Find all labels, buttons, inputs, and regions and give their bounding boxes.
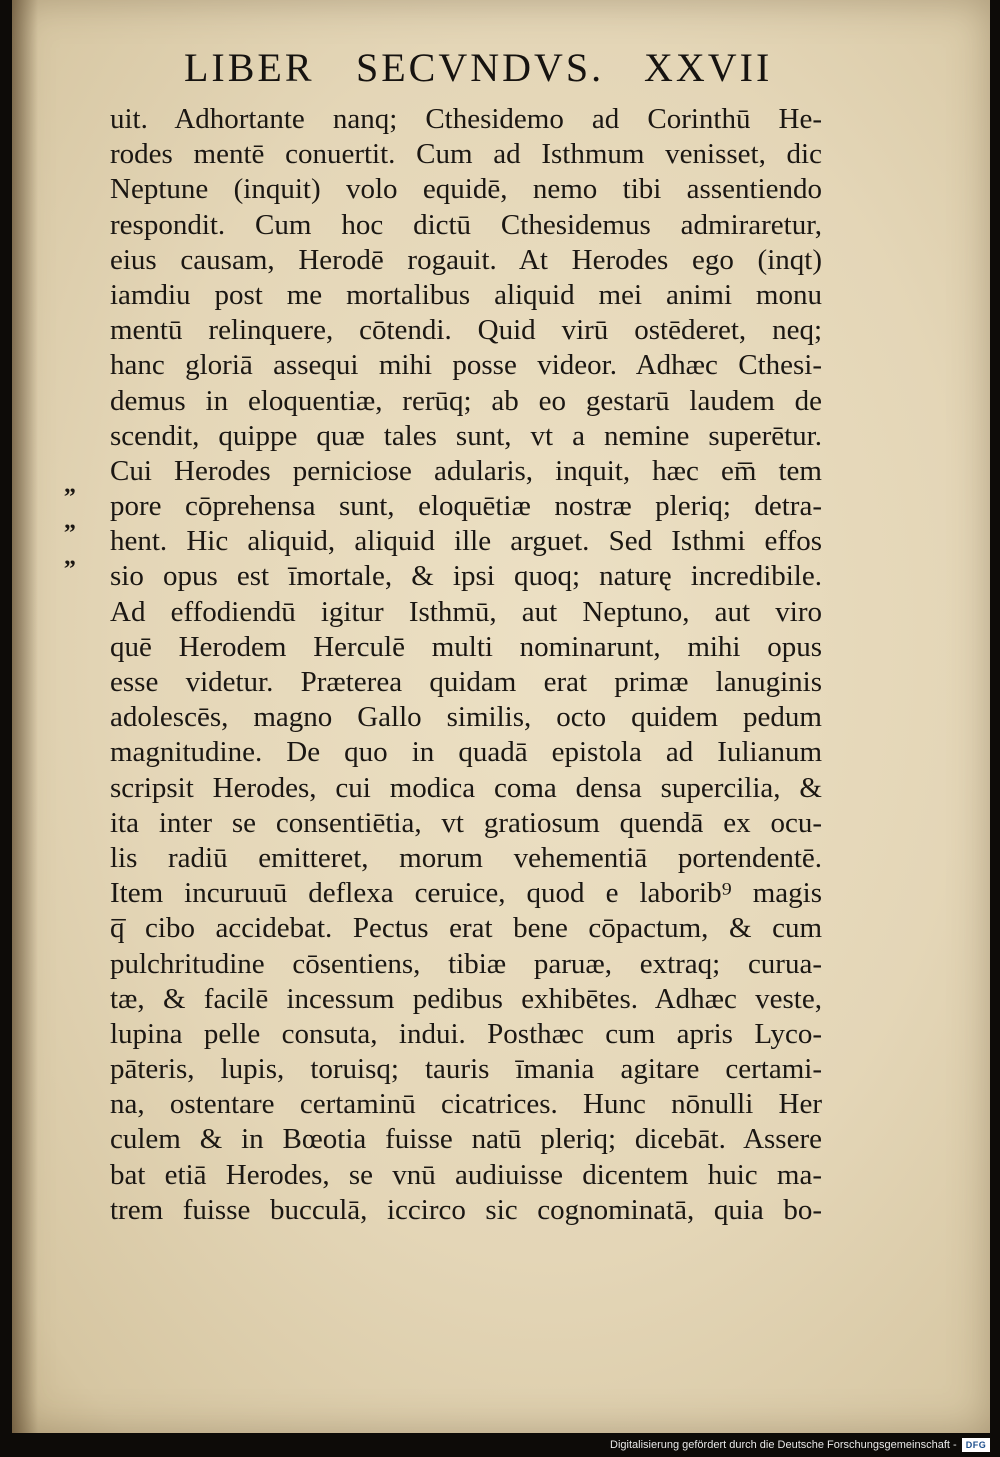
text-line: iamdiu post me mortalibus aliquid mei animi monu: [110, 278, 822, 311]
text-line: magnitudine. De quo in quadā epistola ad Iulianum: [110, 736, 822, 769]
text-line: quē Herodem Herculē multi nominarunt, mihi opus: [110, 630, 822, 663]
text-line: lis radiū emitteret, morum vehementiā portendentē.: [110, 841, 822, 874]
text-line: scripsit Herodes, cui modica coma densa supercilia, &: [110, 771, 822, 804]
text-line: pulchritudine cōsentiens, tibiæ paruæ, extraq; curua-: [110, 947, 822, 980]
folio-number: XXVII: [644, 45, 773, 90]
running-head-secundus: SECVNDVS.: [356, 45, 605, 90]
text-line: culem & in Bœotia fuisse natū pleriq; dicebāt. Assere: [110, 1123, 822, 1156]
text-line: mentū relinquere, cōtendi. Quid virū ostēderet, neq;: [110, 314, 822, 347]
margin-quote-mark: „: [64, 508, 76, 534]
dfg-logo: DFG: [962, 1438, 990, 1452]
text-line: scendit, quippe quæ tales sunt, vt a nemine superētur.: [110, 419, 822, 452]
text-line: na, ostentare certaminū cicatrices. Hunc nōnulli Her: [110, 1088, 822, 1121]
text-line: demus in eloquentiæ, rerūq; ab eo gestarū laudem de: [110, 384, 822, 417]
text-line: respondit. Cum hoc dictū Cthesidemus admiraretur,: [110, 208, 822, 241]
margin-quote-mark: „: [64, 544, 76, 570]
text-line: Item incuruuū deflexa ceruice, quod e laborib⁹ magis: [110, 877, 822, 910]
text-line: tæ, & facilē incessum pedibus exhibētes. Adhæc veste,: [110, 982, 822, 1015]
text-line: q̅ cibo accidebat. Pectus erat bene cōpactum, & cum: [110, 912, 822, 945]
text-line: esse videtur. Præterea quidam erat primæ lanuginis: [110, 666, 822, 698]
book-page: [12, 0, 990, 1433]
text-line: pore cōprehensa sunt, eloquētiæ nostræ pleriq; detra-: [110, 490, 822, 523]
text-line: Ad effodiendū igitur Isthmū, aut Neptuno, aut viro: [110, 595, 822, 628]
text-line: adolescēs, magno Gallo similis, octo quidem pedum: [110, 701, 822, 734]
page-gutter-shadow: [12, 0, 38, 1433]
text-line: rodes mentē conuertit. Cum ad Isthmum venisset, dic: [110, 138, 822, 171]
text-line: bat etiā Herodes, se vnū audiuisse dicentem huic ma-: [110, 1158, 822, 1191]
text-line: Cui Herodes perniciose adularis, inquit, hæc em̅ tem: [110, 454, 822, 487]
margin-quote-mark: „: [64, 472, 76, 498]
digitization-credit: Digitalisierung gefördert durch die Deutsche Forschungsgemeinschaft -: [610, 1439, 957, 1451]
text-line: lupina pelle consuta, indui. Posthæc cum apris Lyco-: [110, 1017, 822, 1050]
text-line: Neptune (inquit) volo equidē, nemo tibi assentiendo: [110, 173, 822, 206]
text-line: eius causam, Herodē rogauit. At Herodes ego (inqt): [110, 243, 822, 276]
text-line: hent. Hic aliquid, aliquid ille arguet. Sed Isthmi effos: [110, 525, 822, 558]
text-line: sio opus est īmortale, & ipsi quoq; naturę incredibile.: [110, 560, 822, 593]
text-line: pāteris, lupis, toruisq; tauris īmania agitare certami-: [110, 1053, 822, 1086]
running-head-liber: LIBER: [184, 45, 315, 90]
text-line: uit. Adhortante nanq; Cthesidemo ad Corinthū He-: [110, 103, 822, 135]
running-head: [184, 44, 804, 94]
text-line: hanc gloriā assequi mihi posse videor. Adhæc Cthesi-: [110, 349, 822, 382]
text-line: trem fuisse bucculā, iccirco sic cognominatā, quia bo-: [110, 1193, 822, 1226]
text-line: ita inter se consentiētia, vt gratiosum quendā ex ocu-: [110, 806, 822, 839]
body-text: [110, 102, 822, 1228]
